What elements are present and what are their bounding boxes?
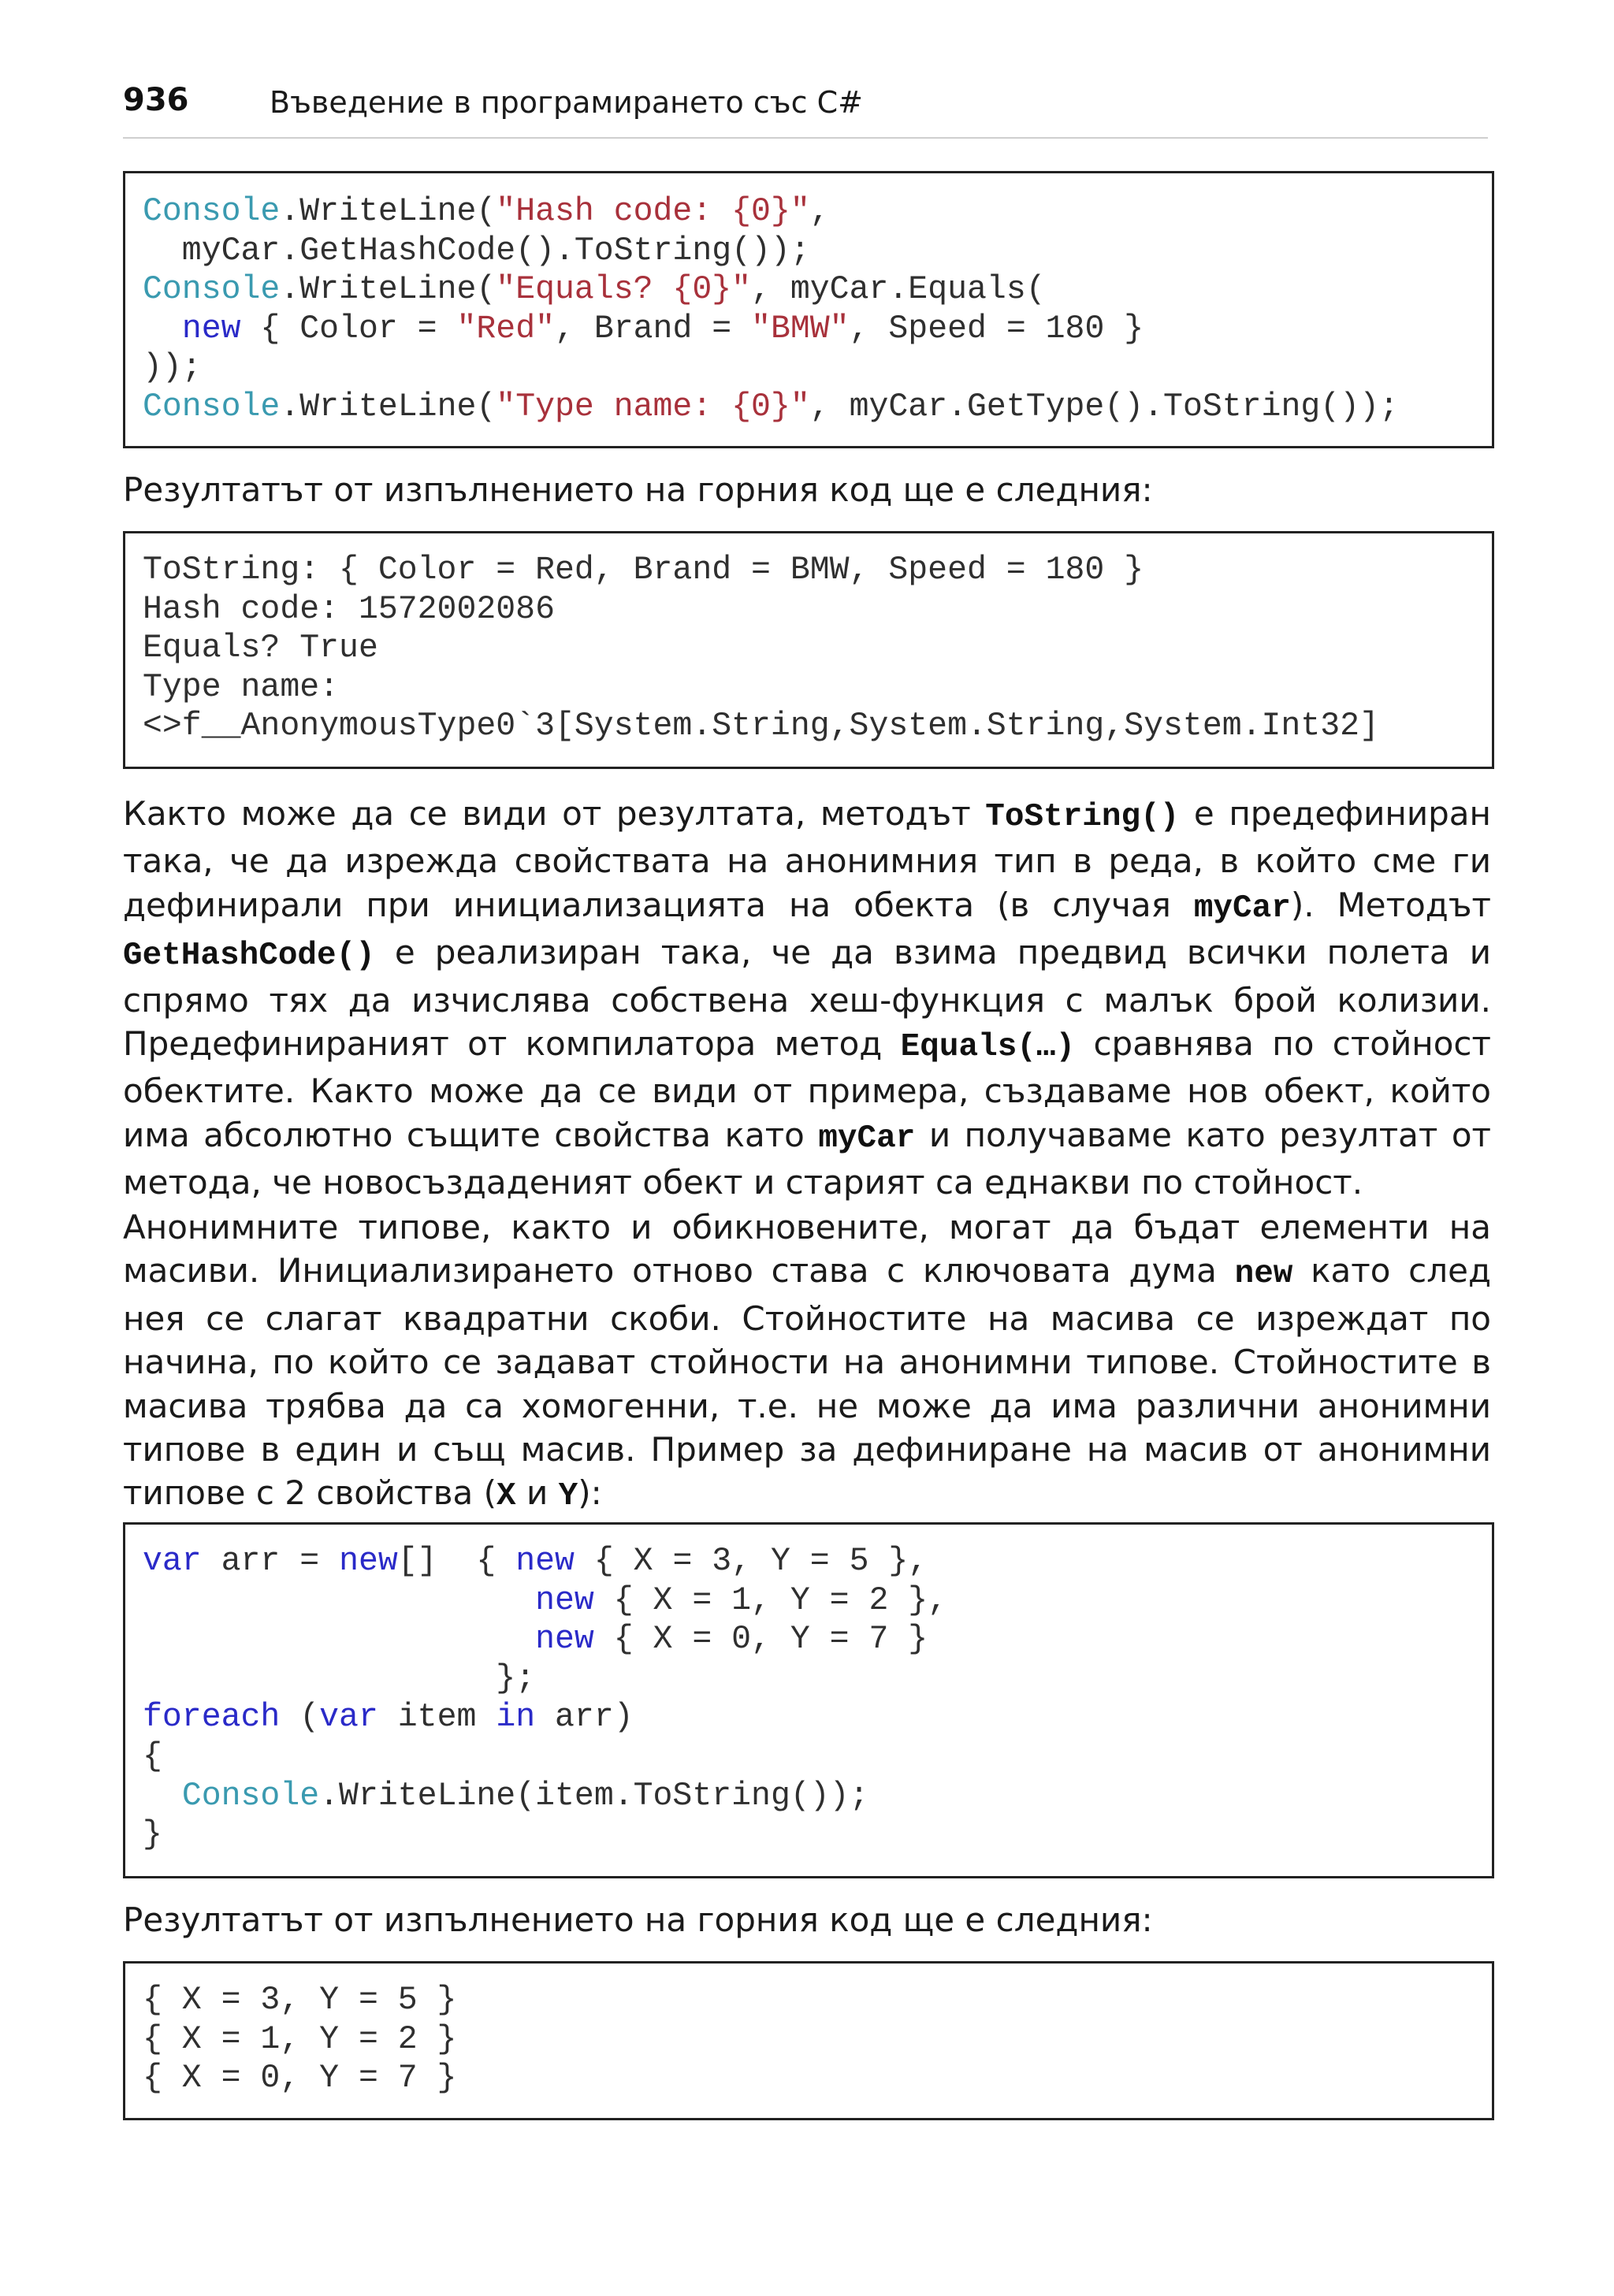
book-title: Въведение в програмирането със C# <box>270 85 863 120</box>
output-block-2 <box>123 1961 1494 2120</box>
page-header <box>123 79 1488 139</box>
inline-code-mycar: myCar <box>1193 890 1291 927</box>
output-listing-1: ToString: { Color = Red, Brand = BMW, Speed = 180 } Hash code: 1572002086 Equals? True Type name: <>f__AnonymousType0`3[System.String,System.String,System.Int32] <box>143 552 1379 745</box>
inline-code-mycar: myCar <box>818 1120 916 1157</box>
page-number: 936 <box>123 82 189 118</box>
code-listing-2: var arr = new[] { new { X = 3, Y = 5 }, new { X = 1, Y = 2 }, new { X = 0, Y = 7 } }; foreach (var item in arr) { Console.WriteLine(item.ToString()); } <box>143 1543 948 1854</box>
output-listing-2: { X = 3, Y = 5 } { X = 1, Y = 2 } { X = 0, Y = 7 } <box>143 1982 457 2097</box>
code-listing-1: Console.WriteLine("Hash code: {0}", myCar.GetHashCode().ToString()); Console.WriteLine("Equals? {0}", myCar.Equals( new { Color = "Red", Brand = "BMW", Speed = 180 } )); Console.WriteLine("Type name: {0}", myCar.GetType().ToString()); <box>143 193 1399 425</box>
result-intro-1: Резултатът от изпълнението на горния код ще е следния: <box>123 470 1153 509</box>
code-block-2 <box>123 1522 1494 1878</box>
inline-code-y: Y <box>558 1478 578 1515</box>
inline-code-gethashcode: GetHashCode() <box>123 938 375 975</box>
result-intro-2: Резултатът от изпълнението на горния код ще е следния: <box>123 1900 1153 1939</box>
paragraph-1: Както може да се види от резултата, методът ToString() е предефиниран така, че да изрежда свойствата на анонимния тип в реда, в който сме ги дефинирали при инициализацията на обекта (в случая myCar). Методът GetHashCode() е реализиран така, че да взима предвид всички полета и спрямо тях да изчислява собствена хеш-функция с малък брой колизии. Предефинираният от компилатора метод Equals(…) сравнява по стойност обектите. Както може да се види от примера, създаваме нов обект, който има абсолютно същите свойства като myCar и получаваме като резултат от метода, че новосъздаденият обект и старият са еднакви по стойност. <box>123 794 1492 1202</box>
output-block-1 <box>123 531 1494 769</box>
code-block-1 <box>123 171 1494 448</box>
inline-code-new: new <box>1234 1256 1293 1293</box>
inline-code-tostring: ToString() <box>985 799 1180 835</box>
inline-code-equals: Equals(…) <box>900 1029 1076 1066</box>
inline-code-x: X <box>496 1478 516 1515</box>
paragraph-2: Анонимните типове, както и обикновените, могат да бъдат елементи на масиви. Инициализирането отново става с ключовата дума new като след нея се слагат квадратни скоби. Стойностите на масива се изреждат по начина, по който се задават стойности на анонимни типове. Стойностите в масива трябва да са хомогенни, т.е. не може да има различни анонимни типове в един и същ масив. Пример за дефиниране на масив от анонимни типове с 2 свойства (X и Y): <box>123 1208 1491 1515</box>
